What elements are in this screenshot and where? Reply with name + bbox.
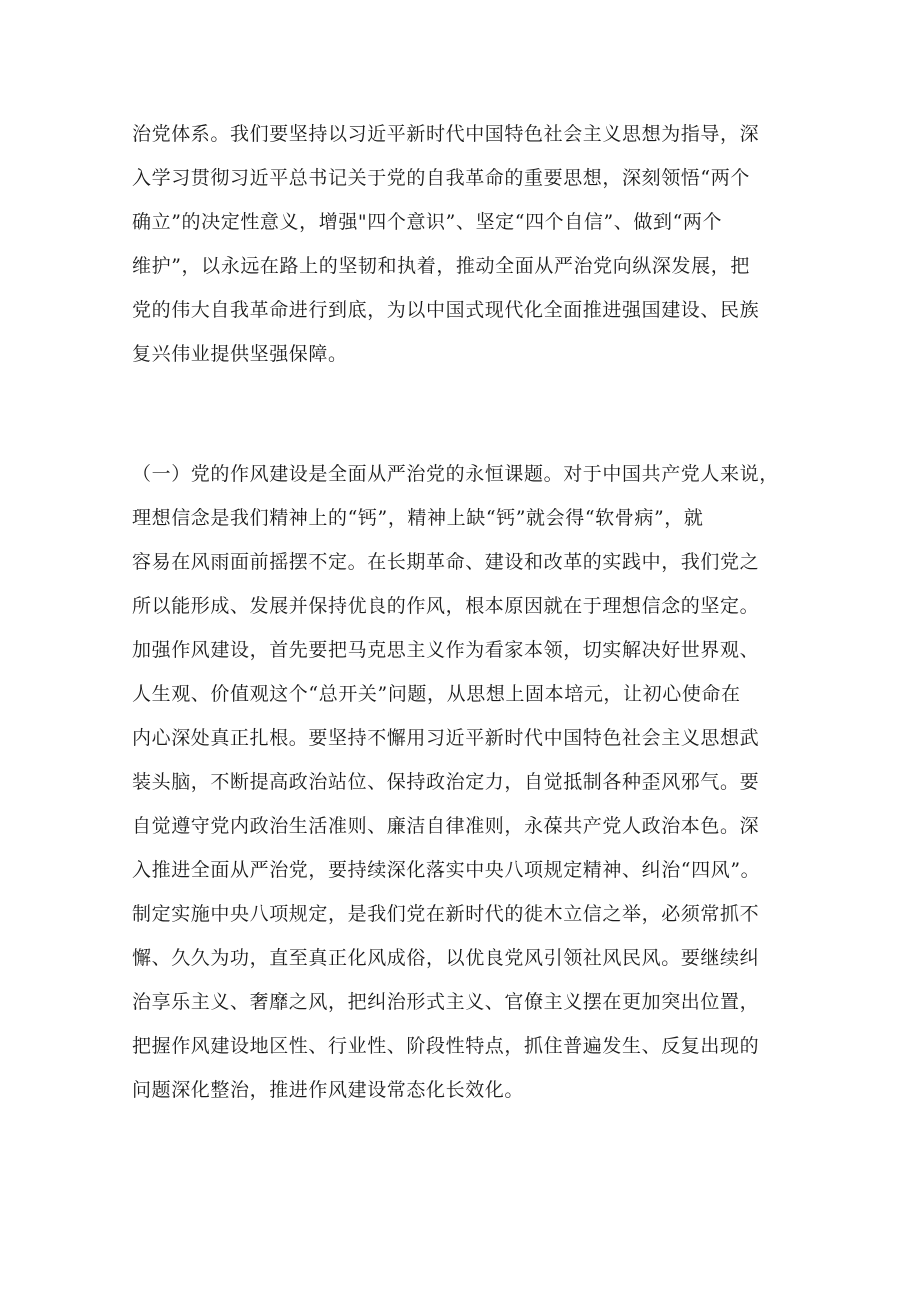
paragraph-line: 入推进全面从严治党，要持续深化落实中央八项规定精神、纠治“四风”。 (132, 859, 761, 881)
paragraph-line: 问题深化整治，推进作风建设常态化长效化。 (132, 1079, 525, 1101)
paragraph-line: 所以能形成、发展并保持优良的作风，根本原因就在于理想信念的坚定。 (132, 595, 760, 617)
paragraph-line: 把握作风建设地区性、行业性、阶段性特点，抓住普遍发生、反复出现的 (132, 1035, 760, 1057)
paragraph-line: 理想信念是我们精神上的“钙”，精神上缺“钙”就会得“软骨病”，就 (132, 507, 704, 529)
paragraph-line: 自觉遵守党内政治生活准则、廉洁自律准则，永葆共产党人政治本色。深 (132, 815, 760, 837)
paragraph-line: 内心深处真正扎根。要坚持不懈用习近平新时代中国特色社会主义思想武 (132, 727, 760, 749)
paragraph-line: 治享乐主义、奢靡之风，把纠治形式主义、官僚主义摆在更加突出位置， (132, 991, 760, 1013)
paragraph-line: 党的伟大自我革命进行到底，为以中国式现代化全面推进强国建设、民族 (132, 299, 760, 321)
paragraph-line: 人生观、价值观这个“总开关”问题，从思想上固本培元，让初心使命在 (132, 683, 741, 705)
paragraph-line: 制定实施中央八项规定，是我们党在新时代的徙木立信之举，必须常抓不 (132, 903, 760, 925)
paragraph-1 (132, 112, 800, 376)
paragraph-line: 加强作风建设，首先要把马克思主义作为看家本领，切实解决好世界观、 (132, 639, 760, 661)
paragraph-line: 复兴伟业提供坚强保障。 (132, 343, 348, 365)
paragraph-line: 懈、久久为功，直至真正化风成俗，以优良党风引领社风民风。要继续纠 (132, 947, 760, 969)
paragraph-line: 治党体系。我们要坚持以习近平新时代中国特色社会主义思想为指导，深 (132, 123, 760, 145)
paragraph-line: 确立”的决定性意义，增强"四个意识”、坚定“四个自信”、做到“两个 (132, 211, 723, 233)
paragraph-line: 装头脑，不断提高政治站位、保持政治定力，自觉抵制各种歪风邪气。要 (132, 771, 760, 793)
paragraph-line: （一）党的作风建设是全面从严治党的永恒课题。对于中国共产党人来说， (132, 463, 779, 485)
paragraph-line: 维护”，以永远在路上的坚韧和执着，推动全面从严治党向纵深发展，把 (132, 255, 750, 277)
paragraph-line: 入学习贯彻习近平总书记关于党的自我革命的重要思想，深刻领悟“两个 (132, 167, 750, 189)
paragraph-line: 容易在风雨面前摇摆不定。在长期革命、建设和改革的实践中，我们党之 (132, 551, 760, 573)
paragraph-2 (132, 452, 800, 1112)
